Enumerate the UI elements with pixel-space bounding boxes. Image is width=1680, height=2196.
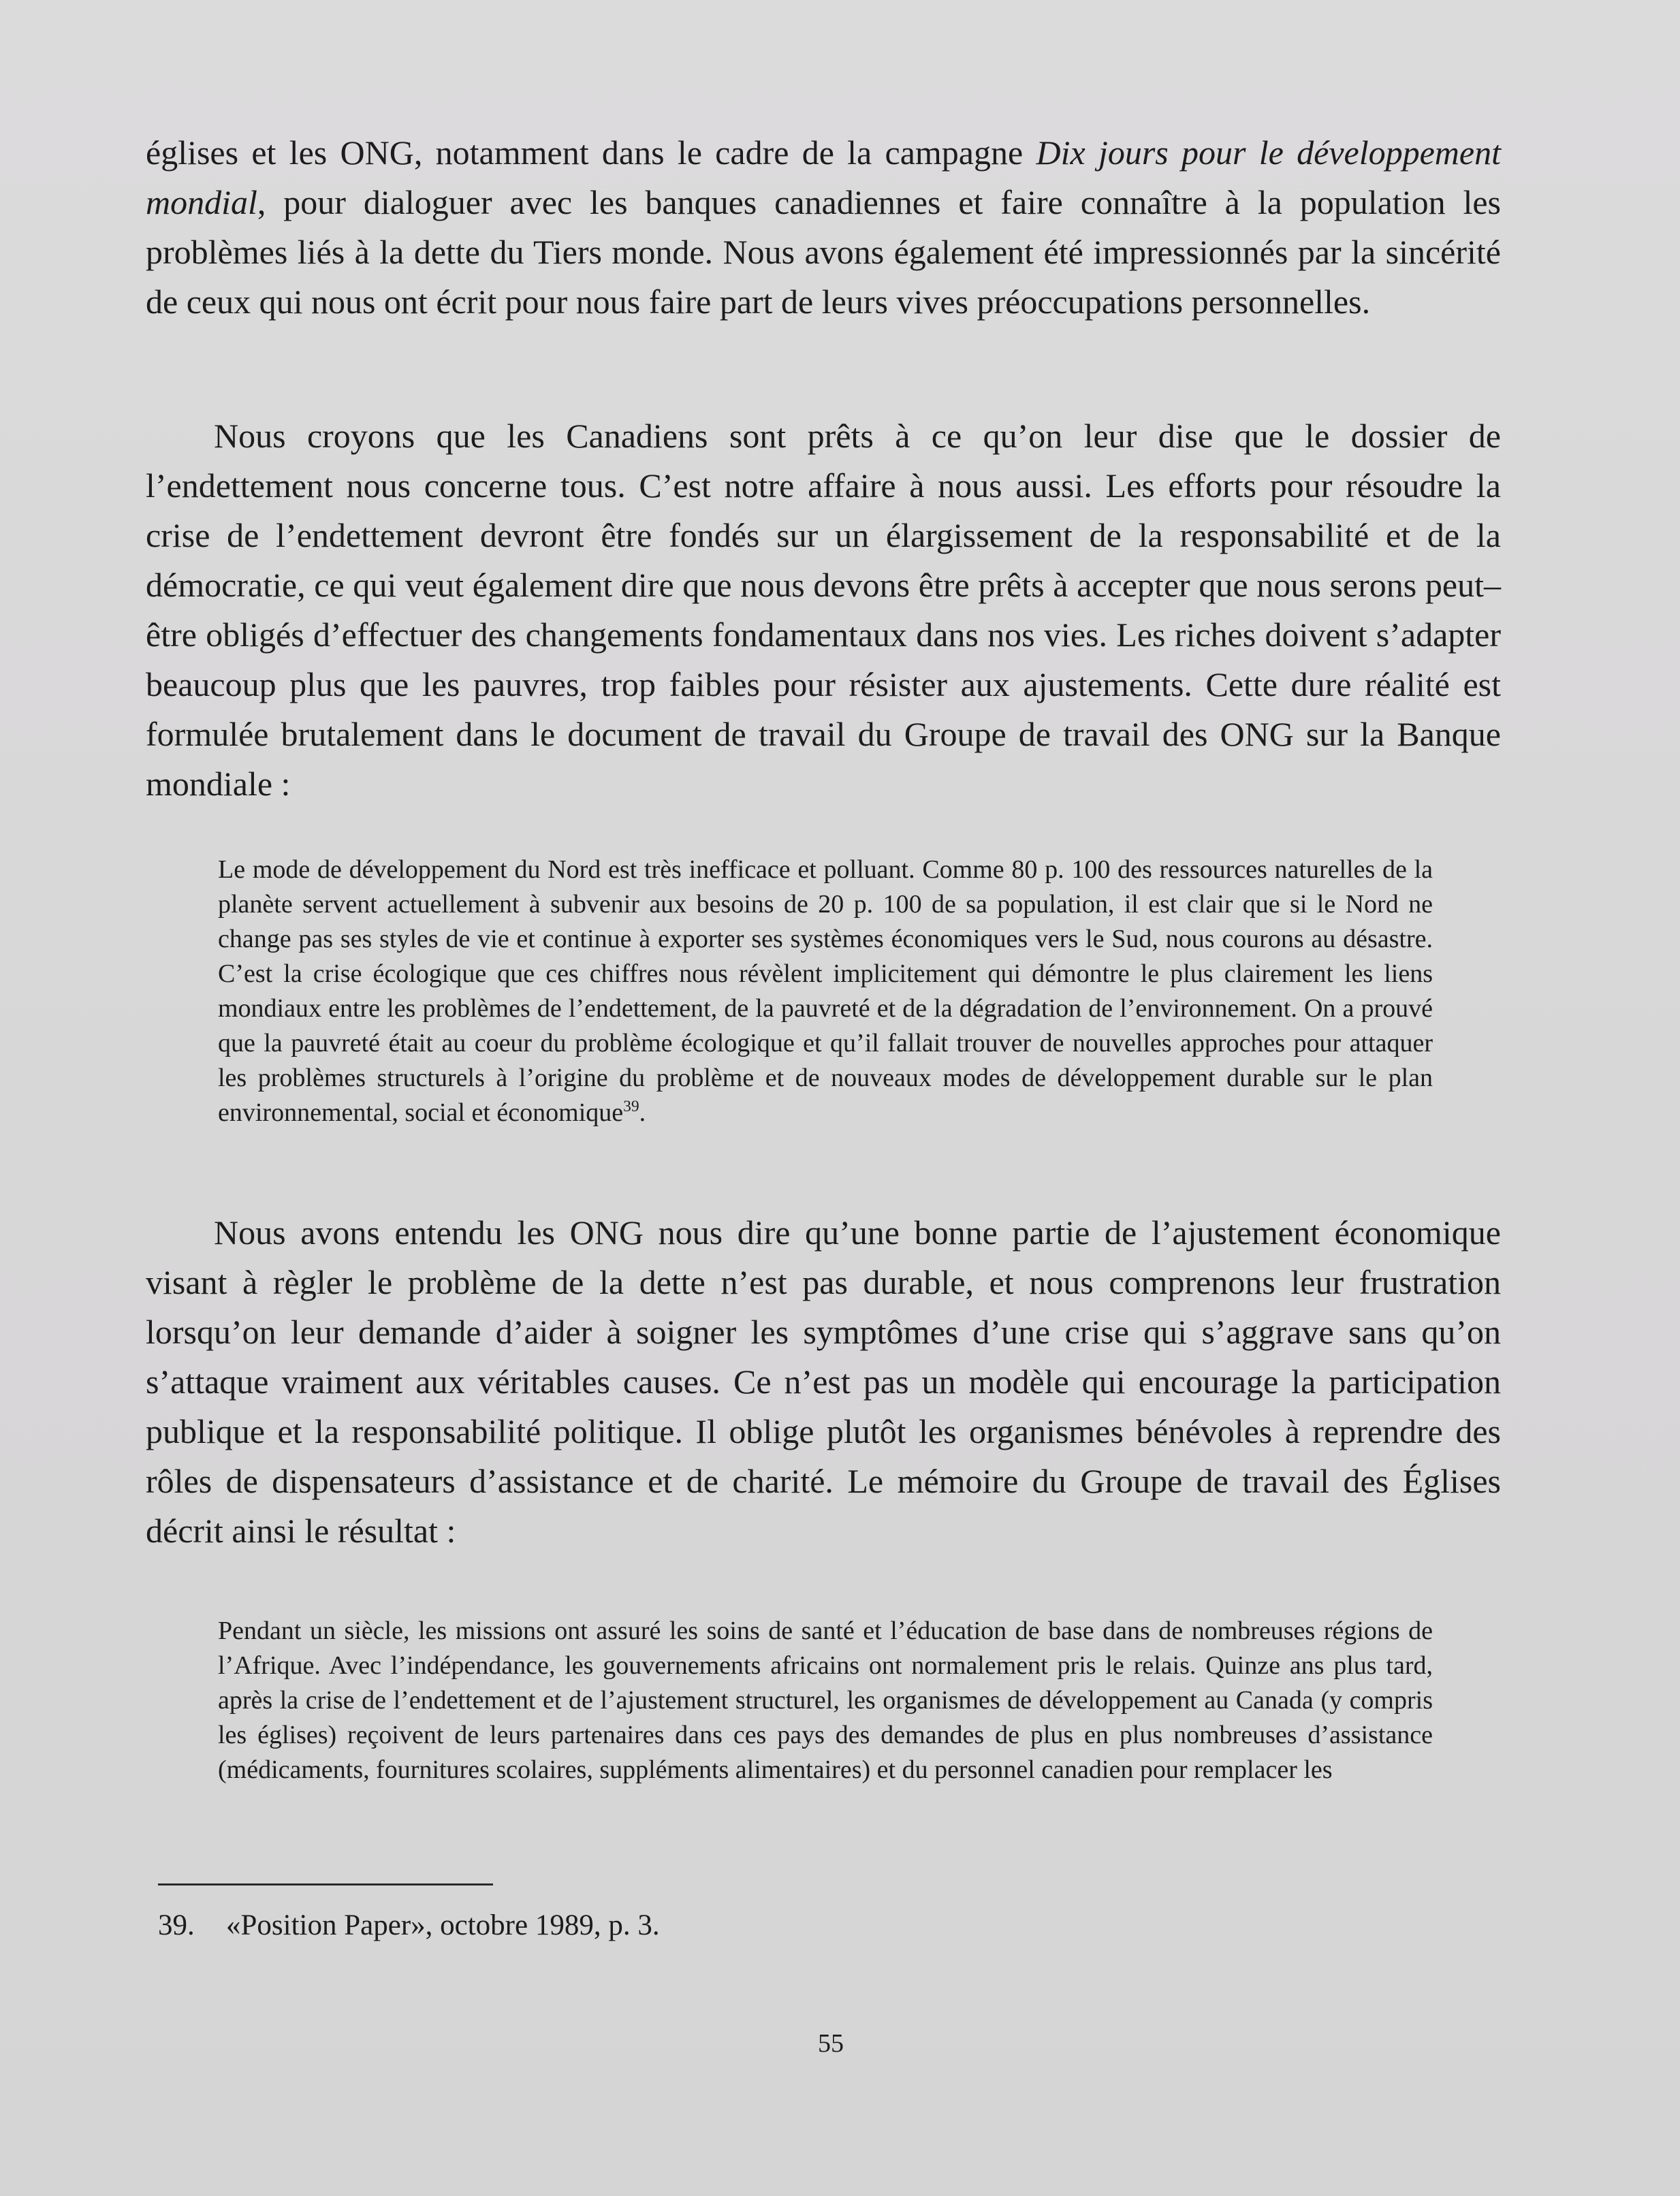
footnote-text: «Position Paper», octobre 1989, p. 3.	[226, 1909, 660, 1941]
block-quote-1-end: .	[639, 1098, 646, 1127]
footnote-reference[interactable]: 39	[623, 1097, 639, 1115]
footnote	[158, 1907, 660, 1945]
block-quote-2: Pendant un siècle, les missions ont assuré les soins de santé et l’éducation de base dans de nombreuses régions de l’Afrique. Avec l’indépendance, les gouvernements africains ont normalement pris le relais. Quinze ans plus tard, après la crise de l’endettement et de l’ajustement structurel, les organismes de développement au Canada (y compris les églises) reçoivent de leurs partenaires dans ces pays des demandes de plus en plus nombreuses d’assistance (médicaments, fournitures scolaires, suppléments alimentaires) et du personnel canadien pour remplacer les	[218, 1617, 1433, 1784]
paragraph-1-text-start: églises et les ONG, notamment dans le cadre de la campagne	[146, 133, 1036, 172]
footnote-divider	[158, 1883, 493, 1885]
block-quote-1	[218, 853, 1433, 1130]
page-number: 55	[818, 2029, 844, 2058]
footnote-number: 39.	[158, 1909, 195, 1941]
campaign-title: Dix jours pour le développement mondial	[146, 133, 1501, 221]
paragraph-1	[146, 128, 1501, 327]
paragraph-2: Nous croyons que les Canadiens sont prêts à ce qu’on leur dise que le dossier de l’endettement nous concerne tous. C’est notre affaire à nous aussi. Les efforts pour résoudre la crise de l’endettement devront être fondés sur un élargissement de la responsabilité et de la démocratie, ce qui veut également dire que nous devons être prêts à accepter que nous serons peut–être obligés d’effectuer des changements fondamentaux dans nos vies. Les riches doivent s’adapter beaucoup plus que les pauvres, trop faibles pour résister aux ajustements. Cette dure réalité est formulée brutalement dans le document de travail du Groupe de travail des ONG sur la Banque mondiale :	[146, 417, 1501, 803]
paragraph-1-text-end: , pour dialoguer avec les banques canadiennes et faire connaître à la population les problèmes liés à la dette du Tiers monde. Nous avons également été impressionnés par la sincérité de ceux qui nous ont écrit pour nous faire part de leurs vives préoccupations personnelles.	[146, 183, 1501, 321]
paragraph-3: Nous avons entendu les ONG nous dire qu’une bonne partie de l’ajustement économique visant à règler le problème de la dette n’est pas durable, et nous comprenons leur frustration lorsqu’on leur demande d’aider à soigner les symptômes d’une crise qui s’aggrave sans qu’on s’attaque vraiment aux véritables causes. Ce n’est pas un modèle qui encourage la participation publique et la responsabilité politique. Il oblige plutôt les organismes bénévoles à reprendre des rôles de dispensateurs d’assistance et de charité. Le mémoire du Groupe de travail des Églises décrit ainsi le résultat :	[146, 1213, 1501, 1550]
block-quote-1-text: Le mode de développement du Nord est très inefficace et polluant. Comme 80 p. 100 des ressources naturelles de la planète servent actuellement à subvenir aux besoins de 20 p. 100 de sa population, il est clair que si le Nord ne change pas ses styles de vie et continue à exporter ses systèmes économiques vers le Sud, nous courons au désastre. C’est la crise écologique que ces chiffres nous révèlent implicitement qui démontre le plus clairement les liens mondiaux entre les problèmes de l’endettement, de la pauvreté et de la dégradation de l’environnement. On a prouvé que la pauvreté était au coeur du problème écologique et qu’il fallait trouver de nouvelles approches pour attaquer les problèmes structurels à l’origine du problème et de nouveaux modes de développement durable sur le plan environnemental, social et économique	[218, 855, 1433, 1127]
